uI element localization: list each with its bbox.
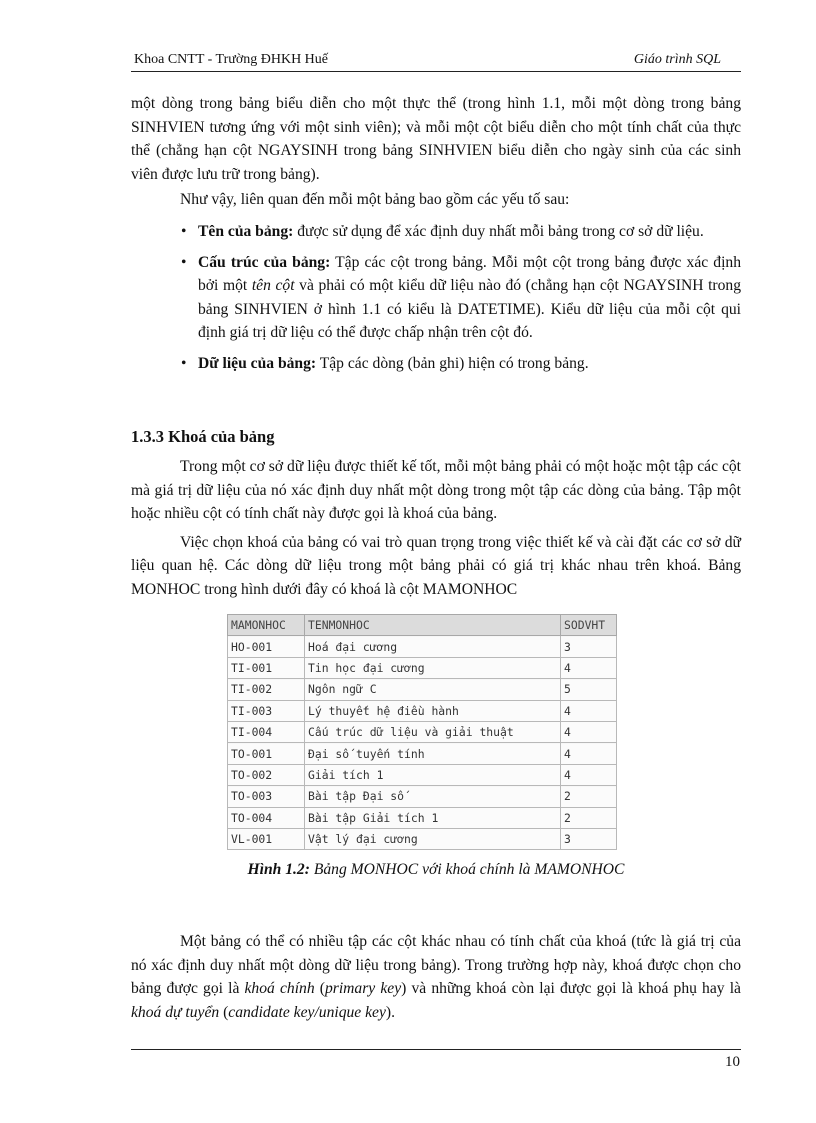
paragraph-5	[131, 930, 741, 1024]
cell-tenmonhoc: Tin học đại cương	[305, 657, 561, 678]
bullet-icon: •	[181, 222, 187, 240]
figure-caption	[131, 861, 741, 879]
cell-mamonhoc: TO-001	[228, 743, 305, 764]
cell-sodvht: 5	[561, 679, 617, 700]
bullet-item-table-data	[131, 352, 741, 376]
italic-term: primary key	[324, 980, 402, 998]
bullet-text: Tập các dòng (bản ghi) hiện có trong bảng.	[316, 354, 589, 372]
table-row	[228, 721, 617, 742]
key-section	[131, 455, 741, 602]
bullet-term: Cấu trúc của bảng:	[198, 253, 331, 271]
table-row	[228, 807, 617, 828]
cell-tenmonhoc: Bài tập Đại số	[305, 786, 561, 807]
cell-mamonhoc: TI-002	[228, 679, 305, 700]
paragraph-1: một dòng trong bảng biểu diễn cho một thực thể (trong hình 1.1, mỗi một dòng trong bảng SINHVIEN tương ứng với một sinh viên); và mỗi một cột biểu diễn cho một tính chất của thực thể (chẳng hạn cột NGAYSINH trong bảng SINHVIEN biểu diễn cho ngày sinh của các sinh viên được lưu trữ trong bảng).	[131, 95, 741, 183]
cell-sodvht: 4	[561, 721, 617, 742]
table-row	[228, 657, 617, 678]
table-header-row	[228, 615, 617, 636]
text-run: ).	[385, 1003, 395, 1021]
table-row	[228, 679, 617, 700]
cell-tenmonhoc: Cấu trúc dữ liệu và giải thuật	[305, 721, 561, 742]
cell-mamonhoc: TI-001	[228, 657, 305, 678]
column-header-sodvht: SODVHT	[561, 615, 617, 636]
italic-term: khoá chính	[244, 980, 315, 998]
table-row	[228, 743, 617, 764]
bullet-italic-term: tên cột	[251, 277, 295, 295]
candidate-key-section	[131, 930, 741, 1024]
caption-label: Hình 1.2:	[247, 861, 310, 878]
page-number: 10	[725, 1054, 740, 1070]
footer-divider	[131, 1049, 741, 1050]
cell-tenmonhoc: Hoá đại cương	[305, 636, 561, 657]
cell-mamonhoc: TO-002	[228, 764, 305, 785]
cell-mamonhoc: VL-001	[228, 828, 305, 849]
italic-term: candidate key/unique key	[228, 1003, 386, 1021]
header-divider	[131, 71, 741, 72]
bullet-term: Dữ liệu của bảng:	[198, 354, 317, 372]
text-run: Một bảng có thể có nhiều tập các cột khác nhau có tính chất của khoá (tức là giá trị của nó xác định duy nhất một dòng dữ liệu trong bảng). Trong trường hợp này, khoá được chọn cho bảng được gọi là	[131, 933, 741, 998]
caption-text: Bảng MONHOC với khoá chính là MAMONHOC	[309, 861, 625, 878]
column-header-mamonhoc: MAMONHOC	[228, 615, 305, 636]
bullet-item-table-structure	[131, 251, 741, 345]
paragraph-4: Việc chọn khoá của bảng có vai trò quan trọng trong việc thiết kế và cài đặt các cơ sở dữ liệu quan hệ. Các dòng dữ liệu trong một bảng phải có giá trị khác nhau trên khoá. Bảng MONHOC trong hình dưới đây có khoá là cột MAMONHOC	[131, 533, 741, 598]
cell-tenmonhoc: Đại số tuyến tính	[305, 743, 561, 764]
page-header	[131, 52, 741, 72]
cell-sodvht: 4	[561, 700, 617, 721]
monhoc-table-figure	[227, 614, 616, 850]
table-row	[228, 786, 617, 807]
cell-sodvht: 4	[561, 743, 617, 764]
cell-sodvht: 3	[561, 636, 617, 657]
cell-sodvht: 2	[561, 786, 617, 807]
cell-sodvht: 2	[561, 807, 617, 828]
text-run: (	[219, 1003, 229, 1021]
bullet-list	[131, 220, 741, 376]
bullet-text: Tập các cột trong bảng. Mỗi một cột trong bảng được xác định bởi một	[198, 253, 741, 295]
cell-sodvht: 4	[561, 657, 617, 678]
paragraph-3: Trong một cơ sở dữ liệu được thiết kế tốt, mỗi một bảng phải có một hoặc một tập các cột mà giá trị dữ liệu của nó xác định duy nhất một dòng trong một tập các dòng của bảng. Tập một hoặc nhiều cột có tính chất này được gọi là khoá của bảng.	[131, 458, 741, 523]
cell-mamonhoc: TO-003	[228, 786, 305, 807]
cell-mamonhoc: TO-004	[228, 807, 305, 828]
cell-tenmonhoc: Giải tích 1	[305, 764, 561, 785]
bullet-icon: •	[181, 253, 187, 271]
bullet-icon: •	[181, 354, 187, 372]
italic-term: khoá dự tuyển	[131, 1003, 220, 1021]
cell-tenmonhoc: Vật lý đại cương	[305, 828, 561, 849]
text-run: (	[314, 980, 325, 998]
intro-section	[131, 92, 741, 383]
header-department: Khoa CNTT - Trường ĐHKH Huế	[134, 52, 329, 67]
cell-mamonhoc: TI-003	[228, 700, 305, 721]
column-header-tenmonhoc: TENMONHOC	[305, 615, 561, 636]
table-row	[228, 636, 617, 657]
cell-sodvht: 3	[561, 828, 617, 849]
bullet-text: và phải có một kiểu dữ liệu nào đó (chẳng hạn cột NGAYSINH trong bảng SINHVIEN ở hình 1.1 có kiểu là DATETIME). Kiểu dữ liệu của mỗi cột qui định giá trị dữ liệu có thể được chấp nhận trên cột đó.	[198, 277, 741, 342]
table-row	[228, 828, 617, 849]
cell-tenmonhoc: Ngôn ngữ C	[305, 679, 561, 700]
header-book-title: Giáo trình SQL	[633, 52, 721, 67]
cell-mamonhoc: HO-001	[228, 636, 305, 657]
paragraph-2: Như vậy, liên quan đến mỗi một bảng bao gồm các yếu tố sau:	[180, 191, 570, 209]
bullet-item-table-name	[131, 220, 741, 244]
cell-sodvht: 4	[561, 764, 617, 785]
cell-tenmonhoc: Lý thuyết hệ điều hành	[305, 700, 561, 721]
monhoc-table	[227, 614, 617, 850]
cell-mamonhoc: TI-004	[228, 721, 305, 742]
text-run: ) và những khoá còn lại được gọi là khoá phụ hay là	[401, 980, 741, 998]
table-row	[228, 764, 617, 785]
bullet-text: được sử dụng để xác định duy nhất mỗi bảng trong cơ sở dữ liệu.	[293, 222, 704, 240]
bullet-term: Tên của bảng:	[198, 222, 294, 240]
cell-tenmonhoc: Bài tập Giải tích 1	[305, 807, 561, 828]
table-row	[228, 700, 617, 721]
section-heading: 1.3.3 Khoá của bảng	[131, 427, 275, 446]
